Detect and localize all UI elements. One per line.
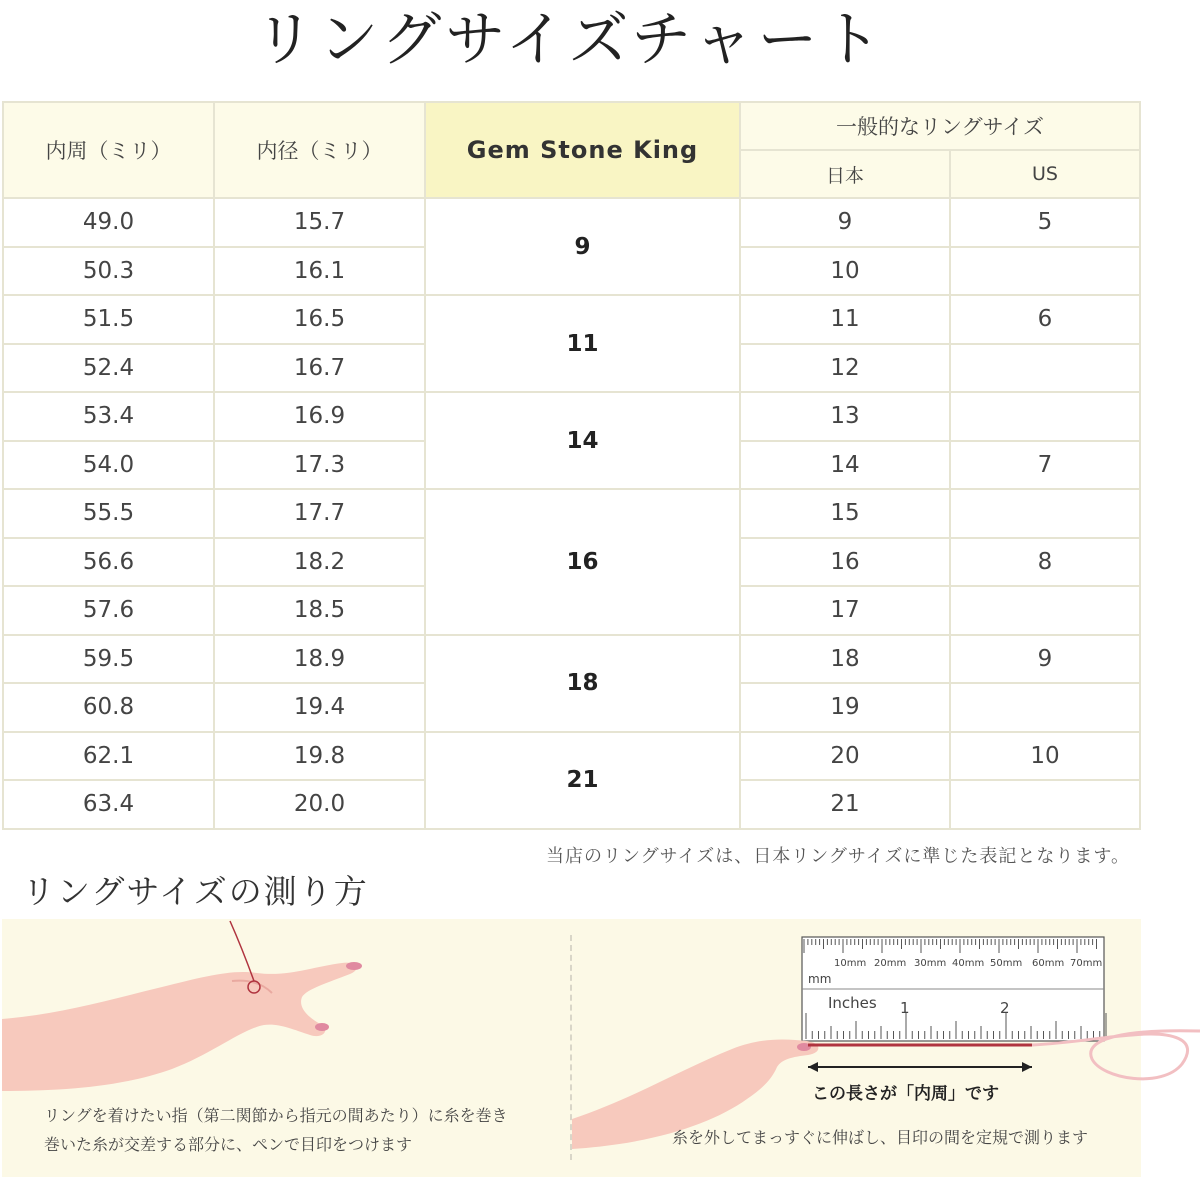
- ruler-label: 70mm: [1070, 958, 1103, 969]
- table-row: [3, 295, 1140, 344]
- cell-japan-size: 13: [740, 392, 950, 441]
- cell-diameter: 18.5: [214, 586, 425, 635]
- cell-japan-size: 9: [740, 198, 950, 247]
- ruler-inch-2: 2: [1000, 999, 1010, 1017]
- cell-us-size: [950, 344, 1140, 393]
- cell-us-size: 5: [950, 198, 1140, 247]
- ruler-label: 30mm: [914, 958, 947, 969]
- cell-circumference: 49.0: [3, 198, 214, 247]
- cell-us-size: 6: [950, 295, 1140, 344]
- cell-japan-size: 21: [740, 780, 950, 829]
- ruler-label: 40mm: [952, 958, 985, 969]
- header-general-size: 一般的なリングサイズ: [740, 102, 1140, 150]
- cell-japan-size: 17: [740, 586, 950, 635]
- ruler-inches-label: Inches: [828, 994, 877, 1012]
- step1-text-line2: 巻いた糸が交差する部分に、ペンで目印をつけます: [44, 1135, 413, 1154]
- cell-japan-size: 12: [740, 344, 950, 393]
- cell-circumference: 56.6: [3, 538, 214, 587]
- header-brand: Gem Stone King: [425, 102, 740, 198]
- table-row: [3, 198, 1140, 247]
- cell-diameter: 19.8: [214, 732, 425, 781]
- ruler-inch-1: 1: [900, 999, 910, 1017]
- cell-circumference: 62.1: [3, 732, 214, 781]
- cell-us-size: 7: [950, 441, 1140, 490]
- cell-us-size: 8: [950, 538, 1140, 587]
- cell-japan-size: 20: [740, 732, 950, 781]
- cell-diameter: 16.1: [214, 247, 425, 296]
- cell-diameter: 16.9: [214, 392, 425, 441]
- cell-japan-size: 15: [740, 489, 950, 538]
- cell-us-size: [950, 586, 1140, 635]
- ruler-label: 50mm: [990, 958, 1023, 969]
- cell-gsk-size: 16: [425, 489, 740, 635]
- cell-us-size: [950, 392, 1140, 441]
- cell-diameter: 18.2: [214, 538, 425, 587]
- cell-gsk-size: 18: [425, 635, 740, 732]
- table-row: [3, 392, 1140, 441]
- cell-gsk-size: 14: [425, 392, 740, 489]
- cell-us-size: [950, 780, 1140, 829]
- cell-circumference: 51.5: [3, 295, 214, 344]
- cell-japan-size: 19: [740, 683, 950, 732]
- table-row: [3, 635, 1140, 684]
- ring-size-table: [2, 101, 1141, 830]
- table-row: [3, 489, 1140, 538]
- header-inner-diameter: 内径（ミリ）: [214, 102, 425, 198]
- page-title: リングサイズチャート: [254, 5, 886, 75]
- cell-circumference: 59.5: [3, 635, 214, 684]
- table-row: [3, 732, 1140, 781]
- cell-circumference: 53.4: [3, 392, 214, 441]
- cell-diameter: 15.7: [214, 198, 425, 247]
- cell-japan-size: 10: [740, 247, 950, 296]
- cell-circumference: 60.8: [3, 683, 214, 732]
- cell-circumference: 57.6: [3, 586, 214, 635]
- cell-us-size: [950, 683, 1140, 732]
- cell-gsk-size: 11: [425, 295, 740, 392]
- cell-japan-size: 14: [740, 441, 950, 490]
- ruler-label: 60mm: [1032, 958, 1065, 969]
- cell-circumference: 50.3: [3, 247, 214, 296]
- cell-us-size: [950, 247, 1140, 296]
- cell-gsk-size: 9: [425, 198, 740, 295]
- ruler-mm-label: mm: [808, 972, 832, 986]
- ruler-label: 10mm: [834, 958, 867, 969]
- cell-circumference: 55.5: [3, 489, 214, 538]
- cell-circumference: 63.4: [3, 780, 214, 829]
- header-us: US: [950, 150, 1140, 198]
- header-inner-circumference: 内周（ミリ）: [3, 102, 214, 198]
- cell-diameter: 20.0: [214, 780, 425, 829]
- step2-text: 糸を外してまっすぐに伸ばし、目印の間を定規で測ります: [672, 1128, 1089, 1147]
- cell-diameter: 17.3: [214, 441, 425, 490]
- cell-diameter: 18.9: [214, 635, 425, 684]
- cell-diameter: 16.5: [214, 295, 425, 344]
- cell-japan-size: 18: [740, 635, 950, 684]
- cell-diameter: 19.4: [214, 683, 425, 732]
- howto-title: リングサイズの測り方: [22, 872, 369, 911]
- cell-us-size: 9: [950, 635, 1140, 684]
- measure-label: この長さが「内周」です: [812, 1084, 999, 1104]
- cell-gsk-size: 21: [425, 732, 740, 829]
- hand-thread-illustration: [2, 919, 570, 1099]
- ruler-label: 20mm: [874, 958, 907, 969]
- cell-us-size: [950, 489, 1140, 538]
- header-japan: 日本: [740, 150, 950, 198]
- cell-circumference: 54.0: [3, 441, 214, 490]
- cell-diameter: 17.7: [214, 489, 425, 538]
- cell-us-size: 10: [950, 732, 1140, 781]
- cell-circumference: 52.4: [3, 344, 214, 393]
- size-note: 当店のリングサイズは、日本リングサイズに準じた表記となります。: [546, 846, 1130, 867]
- step1-text-line1: リングを着けたい指（第二関節から指元の間あたり）に糸を巻き: [44, 1106, 508, 1125]
- cell-japan-size: 16: [740, 538, 950, 587]
- cell-japan-size: 11: [740, 295, 950, 344]
- cell-diameter: 16.7: [214, 344, 425, 393]
